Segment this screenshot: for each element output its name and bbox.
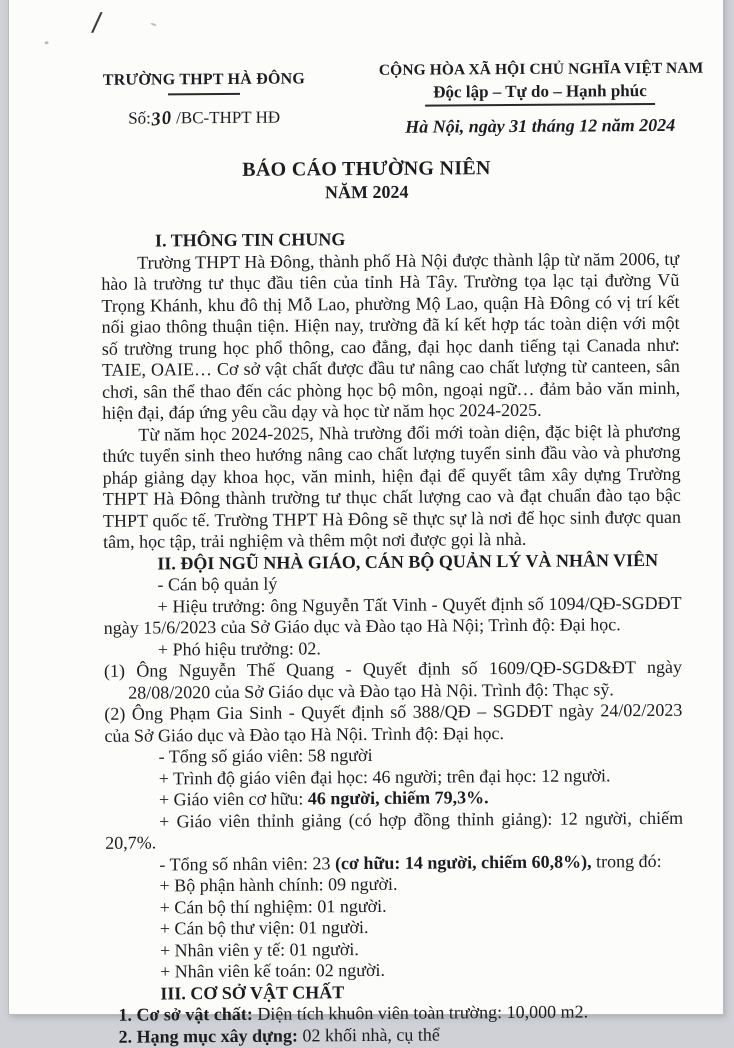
school-name-underline [168,93,240,96]
teachers-degree-line: + Trình độ giáo viên đại học: 46 người; trên đại học: 12 người. [158,764,611,788]
school-name: TRƯỜNG THPT HÀ ĐÔNG [102,70,306,89]
scan-content [8,0,729,1047]
staff-total-prefix: - Tổng số nhân viên: 23 [159,852,336,874]
teachers-visiting-line: + Giáo viên thỉnh giảng (có hợp đồng thỉnh giảng): 12 người, chiếm 20,7%. [105,807,684,853]
document-number [73,106,335,130]
teachers-total-line: - Tổng số giáo viên: 58 người [158,744,373,767]
facility-area-label: 1. Cơ sở vật chất: [118,1003,253,1025]
national-motto: Độc lập – Tự do – Hạnh phúc [425,80,655,107]
document-header [8,0,723,140]
staff-total-suffix: trong đó: [591,850,662,871]
national-header-block [379,60,702,138]
section3-heading: III. CƠ SỞ VẬT CHẤT [160,981,345,1003]
staff-accounting-line: + Nhân viên kế toán: 02 người. [160,959,386,982]
handwritten-doc-number: 30 [149,107,174,131]
vice-principal-count-line: + Phó hiệu trưởng: 02. [157,637,321,659]
staff-admin-line: + Bộ phận hành chính: 09 người. [159,873,398,896]
pencil-smudge [45,41,49,44]
construction-items-text: 02 khối nhà, cụ thể [297,1024,440,1045]
document-title-line1: BÁO CÁO THƯỜNG NIÊN [242,157,491,181]
issuing-org-block [73,62,336,140]
section1-paragraph2: Từ năm học 2024-2025, Nhà trường đổi mới toàn diện, đặc biệt là phương thức tuyển sinh theo hướng nâng cao chất lượng tuyển sinh đầu vào và phương pháp giảng dạy khoa học, văn minh, hiện đại để quyết tâm xây dựng Trường THPT Hà Đông thành trường tư thục chất lượng cao và đạt chuẩn đào tạo bậc THPT quốc tế. Trường THPT Hà Đông sẽ thực sự là nơi để học sinh được quan tâm, học tập, trải nghiệm và thêm một nơi được gọi là nhà. [102,420,682,552]
document-title [9,156,723,206]
document-body [10,201,730,1048]
place-and-date: Hà Nội, ngày 31 tháng 12 năm 2024 [405,114,676,137]
staff-library-line: + Cán bộ thư viện: 01 người. [159,917,369,939]
staff-medical-line: + Nhân viên y tế: 01 người. [159,938,359,960]
vice-principal-2-line: (2) Ông Phạm Gia Sinh - Quyết định số 388/QĐ – SGDĐT ngày 24/02/2023 của Sở Giáo dục và Đào tạo Hà Nội. Trình độ: Đại học. [104,699,683,746]
handwritten-slash-mark: / [90,3,104,41]
document-page [9,0,723,1047]
teachers-fulltime-prefix: + Giáo viên cơ hữu: [158,788,308,810]
section1-paragraph1: Trường THPT Hà Đông, thành phố Hà Nội được thành lập từ năm 2006, tự hào là trường tư thục đầu tiên của tỉnh Hà Tây. Trường tọa lạc tại đường Vũ Trọng Khánh, khu đô thị Mỗ Lao, phường Mộ Lao, quận Hà Đông có vị trí kết nối giao thông thuận tiện. Hiện nay, trường đã kí kết hợp tác toàn diện với một số trường trung học phổ thông, cao đẳng, đại học danh tiếng tại Canada như: TAIE, OAIE… Cơ sở vật chất được đầu tư nâng cao chất lượng từ canteen, sân chơi, sân thể thao đến các phòng học bộ môn, ngoại ngữ… đảm bảo văn minh, hiện đại, đáp ứng yêu cầu dạy và học từ năm học 2024-2025. [101,248,681,423]
staff-total-line [105,850,683,876]
staff-lab-line: + Cán bộ thí nghiệm: 01 người. [159,895,387,917]
vice-principal-1-line: (1) Ông Nguyễn Thế Quang - Quyết định số 1609/QĐ-SGD&ĐT ngày 28/08/2020 của Sở Giáo dục và Đào tạo Hà Nội. Trình độ: Thạc sỹ. [103,656,683,703]
section1-heading: I. THÔNG TIN CHUNG [154,229,346,251]
doc-number-prefix: Số: [128,108,151,128]
construction-items-label: 2. Hạng mục xây dựng: [118,1024,298,1047]
construction-items-line [119,1022,685,1047]
management-label: - Cán bộ quản lý [157,573,278,595]
section2-heading: II. ĐỘI NGŨ NHÀ GIÁO, CÁN BỘ QUẢN LÝ VÀ NHÂN VIÊN [157,549,659,573]
document-title-line2: NĂM 2024 [324,181,409,203]
teachers-fulltime-bold-stat: 46 người, chiếm 79,3%. [307,787,489,809]
principal-line: + Hiệu trưởng: ông Nguyễn Tất Vinh - Quyết định số 1094/QĐ-SGDĐT ngày 15/6/2023 của Sở Giáo dục và Đào tạo Hà Nội; Trình độ: Đại học. [103,592,682,638]
national-title: CỘNG HÒA XÃ HỘI CHỦ NGHĨA VIỆT NAM [378,59,704,79]
staff-total-bold-stat: (cơ hữu: 14 người, chiếm 60,8%), [334,850,592,873]
doc-number-suffix: /BC-THPT HĐ [171,107,281,128]
facility-area-text: Diện tích khuôn viên toàn trường: 10,000 m2. [252,1001,589,1024]
